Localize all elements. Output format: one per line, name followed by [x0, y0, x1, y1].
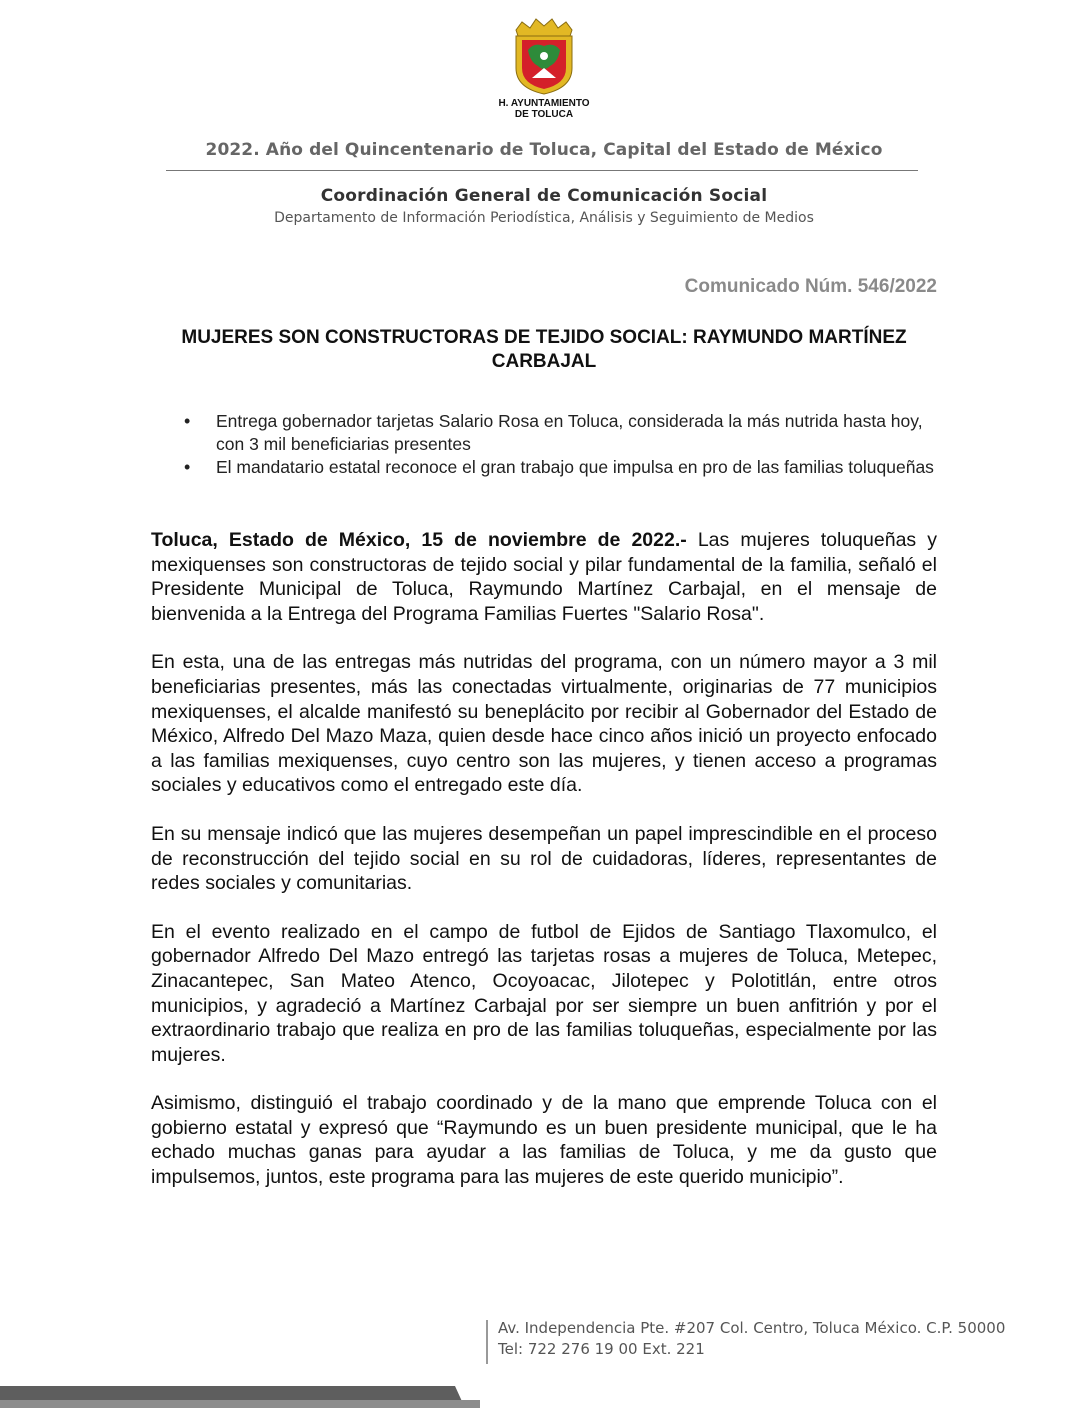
year-banner: 2022. Año del Quincentenario de Toluca, Capital del Estado de México — [205, 140, 883, 160]
article-body — [151, 528, 937, 1214]
headline: MUJERES SON CONSTRUCTORAS DE TEJIDO SOCIAL: RAYMUNDO MARTÍNEZ CARBAJAL — [181, 327, 907, 372]
toluca-coat-of-arms-icon — [508, 16, 580, 96]
header-divider — [166, 170, 918, 171]
paragraph-1-text: Las mujeres toluqueñas y mexiquenses son constructoras de tejido social y pilar fundamental de la familia, señaló el Presidente Municipal de Toluca, Raymundo Martínez Carbajal, en el mensaje de bienvenida a la Entrega del Programa Familias Fuertes "Salario Rosa". — [151, 529, 937, 625]
logo-line-1: H. AYUNTAMIENTO — [498, 98, 590, 109]
bullet-item: • El mandatario estatal reconoce el gran trabajo que impulsa en pro de las familias toluqueñas — [180, 456, 940, 479]
logo-block — [0, 16, 1088, 120]
summary-bullets — [180, 410, 940, 479]
footer-address: Av. Independencia Pte. #207 Col. Centro, Toluca México. C.P. 50000 — [498, 1319, 1006, 1337]
paragraph-2: En esta, una de las entregas más nutridas del programa, con un número mayor a 3 mil beneficiarias presentes, más las conectadas virtualmente, originarias de 77 municipios mexiquenses, el alcalde manifestó su beneplácito por recibir al Gobernador del Estado de México, Alfredo Del Mazo Maza, quien desde hace cinco años inició un proyecto enfocado a las familias mexiquenses, cuyo centro son las mujeres, y tienen acceso a programas sociales y educativos como el entregado este día. — [151, 651, 937, 797]
paragraph-4: En el evento realizado en el campo de futbol de Ejidos de Santiago Tlaxomulco, el gobernador Alfredo Del Mazo entregó las tarjetas rosas a mujeres de Toluca, Metepec, Zinacantepec, San Mateo Atenco, Ocoyoacac, Jilotepec y Polotitlán, entre otros municipios, y agradeció a Martínez Carbajal por ser siempre un buen anfitrión y por el extraordinario trabajo que realiza en pro de las familias toluqueñas, especialmente por las mujeres. — [151, 920, 937, 1066]
coordination-title: Coordinación General de Comunicación Social — [320, 186, 768, 206]
footer-contact — [486, 1318, 1005, 1360]
paragraph-3: En su mensaje indicó que las mujeres desempeñan un papel imprescindible en el proceso de reconstrucción del tejido social en su rol de cuidadoras, líderes, representantes de redes sociales y comunitarias. — [151, 822, 937, 895]
paragraph-5: Asimismo, distinguió el trabajo coordinado y de la mano que emprende Toluca con el gobierno estatal y expresó que “Raymundo es un buen presidente municipal, que le ha echado muchas ganas para ayudar a las familias de Toluca, y me da gusto que impulsemos, juntos, este programa para las mujeres de este querido municipio”. — [151, 1092, 937, 1189]
logo-line-2: DE TOLUCA — [514, 109, 574, 120]
communique-number: Comunicado Núm. 546/2022 — [684, 276, 937, 297]
footer-stripe-accent — [0, 1400, 480, 1408]
bullet-item: • Entrega gobernador tarjetas Salario Rosa en Toluca, considerada la más nutrida hasta hoy, con 3 mil beneficiarias presentes — [180, 410, 940, 456]
coordination-subtitle: Departamento de Información Periodística, Análisis y Seguimiento de Medios — [274, 210, 814, 226]
paragraph-1 — [151, 528, 937, 626]
footer-divider — [486, 1320, 488, 1364]
dateline: Toluca, Estado de México, 15 de noviembre de 2022.- — [151, 529, 687, 551]
footer-phone: Tel: 722 276 19 00 Ext. 221 — [498, 1340, 705, 1358]
